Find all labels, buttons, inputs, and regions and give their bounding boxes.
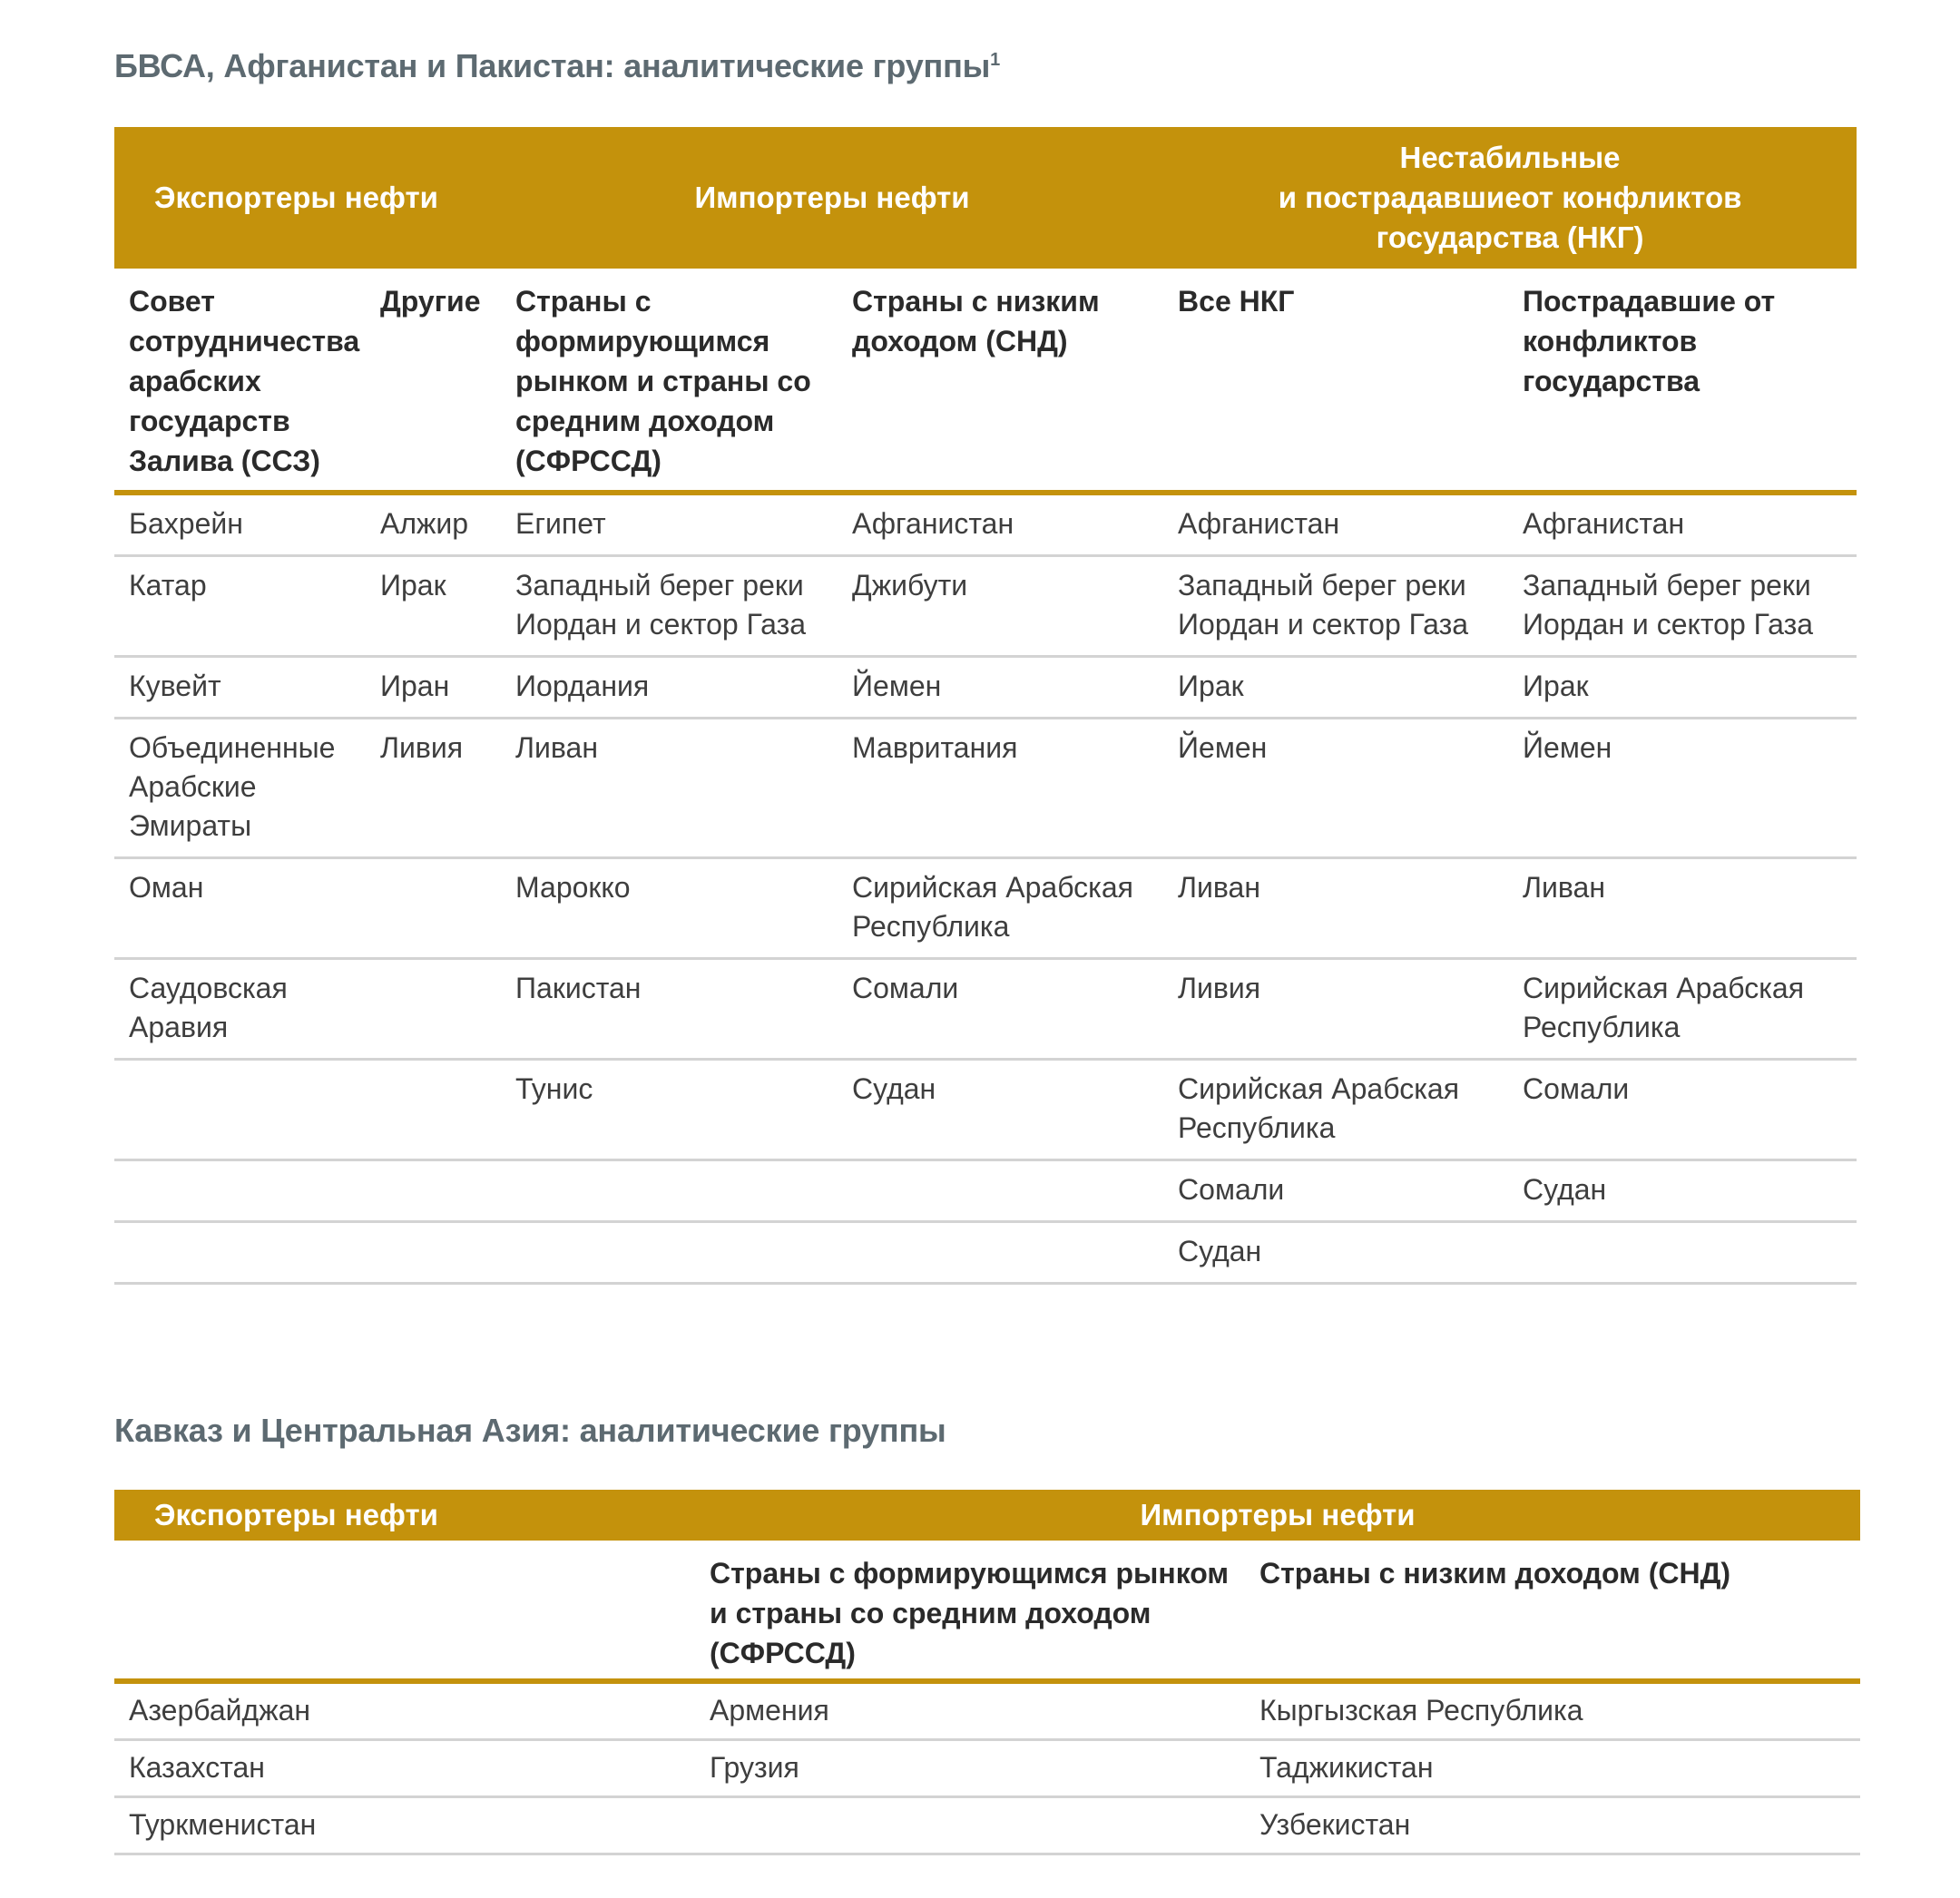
table-cell: Сомали (1163, 1160, 1508, 1222)
table-cell: Ливия (1163, 959, 1508, 1060)
table-cell: Ирак (1163, 657, 1508, 719)
table-row (114, 959, 1857, 1060)
fragile-header-line: государства (НКГ) (1376, 220, 1644, 254)
table-cell: Объединенные Арабские Эмираты (114, 719, 366, 858)
table-cell: Судан (1508, 1160, 1857, 1222)
oil-importers-header: Импортеры нефти (695, 1490, 1860, 1541)
mena-section-title (114, 47, 1000, 85)
table-row (114, 1060, 1857, 1160)
table-row (114, 1797, 1860, 1854)
table-cell: Ливан (501, 719, 838, 858)
table-cell: Тунис (501, 1060, 838, 1160)
table-cell: Ливан (1508, 858, 1857, 959)
table-cell (501, 1160, 838, 1222)
table-cell (114, 1222, 366, 1284)
table-cell: Ирак (366, 556, 501, 657)
column-header-lic: Страны с низким доходом (СНД) (1245, 1541, 1860, 1681)
table-row (114, 556, 1857, 657)
oil-exporters-header: Экспортеры нефти (114, 127, 501, 269)
table-cell (838, 1222, 1163, 1284)
footnote-marker: 1 (990, 50, 1001, 70)
table-cell: Бахрейн (114, 493, 366, 556)
table-cell (366, 1160, 501, 1222)
table-cell (114, 1060, 366, 1160)
oil-importers-header: Импортеры нефти (501, 127, 1163, 269)
table-cell: Мавритания (838, 719, 1163, 858)
table-cell: Ливан (1163, 858, 1508, 959)
table-cell: Кыргызская Республика (1245, 1681, 1860, 1740)
table-cell: Западный берег реки Иордан и сектор Газа (1508, 556, 1857, 657)
table-cell: Туркменистан (114, 1797, 695, 1854)
table-cell: Египет (501, 493, 838, 556)
table-cell: Афганистан (1163, 493, 1508, 556)
column-header-other: Другие (366, 269, 501, 493)
table-cell: Западный берег реки Иордан и сектор Газа (1163, 556, 1508, 657)
table-cell: Сомали (838, 959, 1163, 1060)
table-cell (695, 1797, 1245, 1854)
table-cell: Сирийская Арабская Республика (1163, 1060, 1508, 1160)
table-cell: Азербайджан (114, 1681, 695, 1740)
table-cell: Узбекистан (1245, 1797, 1860, 1854)
table-cell: Таджикистан (1245, 1740, 1860, 1797)
column-header-emmic: Страны с формирующимся рынком и страны со средним доходом (СФРССД) (695, 1541, 1245, 1681)
column-header-lic: Страны с низким доходом (СНД) (838, 269, 1163, 493)
table-row (114, 719, 1857, 858)
table-cell: Катар (114, 556, 366, 657)
table-cell: Джибути (838, 556, 1163, 657)
oil-exporters-header: Экспортеры нефти (114, 1490, 695, 1541)
table-cell: Сирийская Арабская Республика (838, 858, 1163, 959)
table-cell (838, 1160, 1163, 1222)
fragile-header-line: и пострадавшиеот конфликтов (1278, 181, 1742, 214)
column-header-exporters (114, 1541, 695, 1681)
table-cell (114, 1160, 366, 1222)
table-cell: Судан (838, 1060, 1163, 1160)
column-header-conflict-affected: Пострадавшие от конфликтов государства (1508, 269, 1857, 493)
table-cell (366, 1060, 501, 1160)
table-cell (366, 959, 501, 1060)
table-row (114, 858, 1857, 959)
table-cell: Казахстан (114, 1740, 695, 1797)
table-cell: Грузия (695, 1740, 1245, 1797)
table-band-header (114, 127, 1857, 269)
table-cell: Йемен (1508, 719, 1857, 858)
column-header-gcc: Совет сотрудничества арабских государств Залива (ССЗ) (114, 269, 366, 493)
fragile-header-line: Нестабильные (1399, 141, 1621, 174)
table-cell: Иордания (501, 657, 838, 719)
table-row (114, 657, 1857, 719)
table-cell (501, 1222, 838, 1284)
table-cell (1508, 1222, 1857, 1284)
cca-groups-table (114, 1490, 1860, 1855)
table-cell: Ирак (1508, 657, 1857, 719)
table-row (114, 1740, 1860, 1797)
column-header-emmic: Страны с формирующимся рынком и страны со средним доходом (СФРССД) (501, 269, 838, 493)
table-cell: Афганистан (838, 493, 1163, 556)
table-cell: Афганистан (1508, 493, 1857, 556)
table-subheader-row (114, 1541, 1860, 1681)
table-cell: Йемен (838, 657, 1163, 719)
mena-title-text: БВСА, Афганистан и Пакистан: аналитические группы (114, 47, 991, 84)
table-cell: Алжир (366, 493, 501, 556)
table-cell: Йемен (1163, 719, 1508, 858)
cca-section-title: Кавказ и Центральная Азия: аналитические группы (114, 1412, 946, 1449)
table-band-header (114, 1490, 1860, 1541)
table-cell: Оман (114, 858, 366, 959)
table-cell: Иран (366, 657, 501, 719)
table-row (114, 1222, 1857, 1284)
column-header-all-fcs: Все НКГ (1163, 269, 1508, 493)
table-subheader-row (114, 269, 1857, 493)
fragile-states-header (1163, 127, 1857, 269)
table-cell: Сирийская Арабская Республика (1508, 959, 1857, 1060)
table-cell: Западный берег реки Иордан и сектор Газа (501, 556, 838, 657)
table-cell: Ливия (366, 719, 501, 858)
table-cell (366, 1222, 501, 1284)
table-cell: Кувейт (114, 657, 366, 719)
table-cell (366, 858, 501, 959)
table-cell: Марокко (501, 858, 838, 959)
table-cell: Пакистан (501, 959, 838, 1060)
table-row (114, 1160, 1857, 1222)
table-cell: Судан (1163, 1222, 1508, 1284)
table-row (114, 493, 1857, 556)
mena-groups-table (114, 127, 1857, 1285)
table-cell: Армения (695, 1681, 1245, 1740)
table-cell: Саудовская Аравия (114, 959, 366, 1060)
table-cell: Сомали (1508, 1060, 1857, 1160)
table-row (114, 1681, 1860, 1740)
